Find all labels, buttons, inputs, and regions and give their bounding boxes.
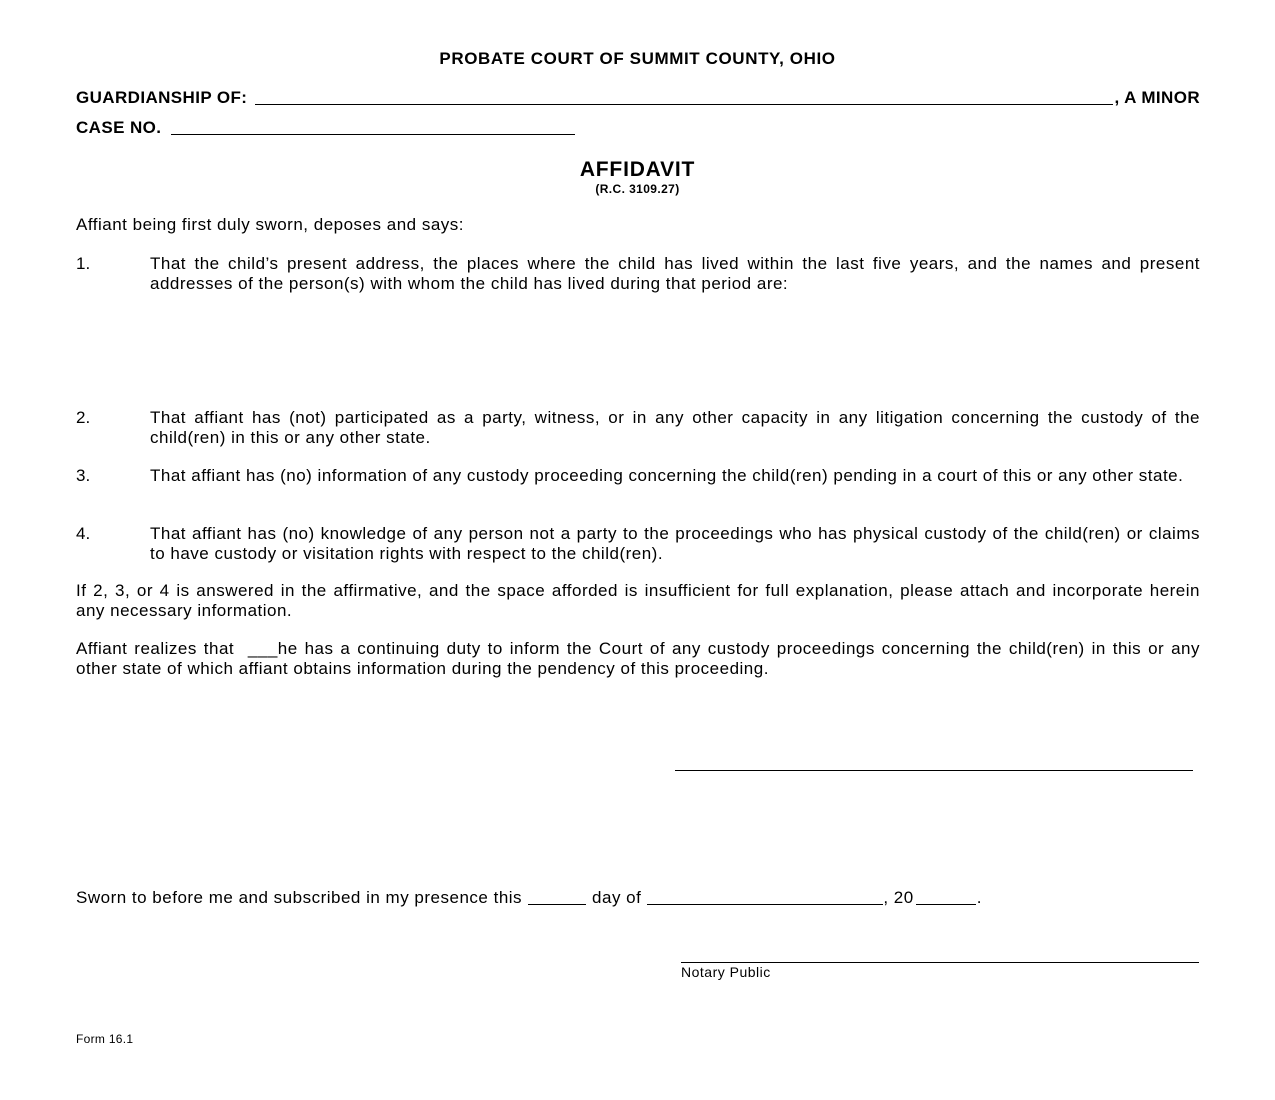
sworn-statement [76,888,1200,908]
guardianship-name-field[interactable] [255,88,1112,105]
guardianship-label: GUARDIANSHIP OF: [76,88,248,107]
sworn-end: . [976,888,982,907]
sworn-prefix: Sworn to before me and subscribed in my presence this [76,888,523,907]
statute-reference: (R.C. 3109.27) [595,182,680,196]
guardianship-suffix: , A MINOR [1114,88,1200,107]
notary-signature-line[interactable] [681,962,1199,963]
sworn-day-field[interactable] [528,889,586,905]
duty-note: Affiant realizes that ___he has a continuing duty to inform the Court of any custody proceedings concerning the child(ren) in this or any other state of which affiant obtains information during the pendency of this proceeding. [76,639,1206,678]
guardianship-row [76,88,1200,108]
item-3-text: That affiant has (no) information of any custody proceeding concerning the child(ren) pending in a court of this or any other state. [150,466,1184,485]
item-4-text: That affiant has (no) knowledge of any person not a party to the proceedings who has physical custody of the child(ren) or claims to have custody or visitation rights with respect to the child(ren). [150,524,1200,563]
sworn-day-of: day of [592,888,642,907]
item-1-number: 1. [76,254,91,273]
item-3-number: 3. [76,466,91,485]
item-2-text: That affiant has (not) participated as a party, witness, or in any other capacity in any litigation concerning the custody of the child(ren) in this or any other state. [150,408,1200,447]
affiant-signature-line[interactable] [675,770,1193,771]
sworn-year-prefix: , 20 [883,888,914,907]
item-2-number: 2. [76,408,91,427]
document-title: AFFIDAVIT [579,158,696,181]
sworn-month-field[interactable] [647,889,883,905]
case-number-field[interactable] [171,118,575,135]
item-4-number: 4. [76,524,91,543]
case-number-label: CASE NO. [76,118,162,137]
item-1-text: That the child’s present address, the places where the child has lived within the last five years, and the names and present addresses of the person(s) with whom the child has lived during that period are: [150,254,1200,293]
court-title: PROBATE COURT OF SUMMIT COUNTY, OHIO [439,49,836,68]
intro-statement: Affiant being first duly sworn, deposes and says: [76,215,464,234]
affirmative-note: If 2, 3, or 4 is answered in the affirmative, and the space afforded is insufficient for full explanation, please attach and incorporate herein any necessary information. [76,581,1200,620]
case-number-row [76,118,575,138]
form-number: Form 16.1 [76,1032,134,1046]
sworn-year-field[interactable] [916,889,976,905]
notary-public-label: Notary Public [681,964,771,980]
